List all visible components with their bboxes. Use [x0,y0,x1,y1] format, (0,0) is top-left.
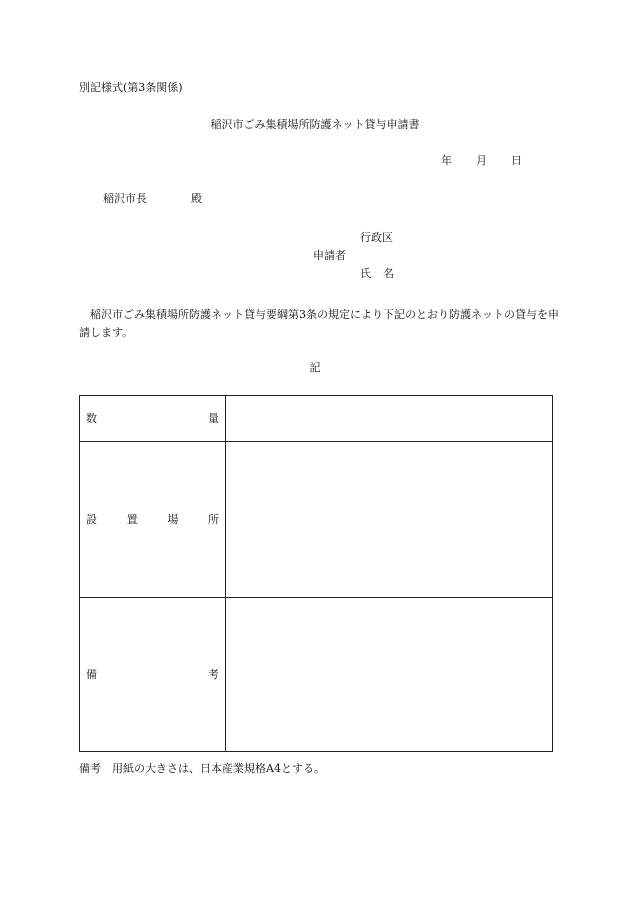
table-label-char: 設 [86,513,97,526]
name-label [360,268,394,279]
table-label-char: 量 [208,412,219,425]
table-label-char: 場 [167,513,179,526]
table-row-quantity [80,396,552,441]
table-label-char: 考 [208,668,219,681]
document-title: 稲沢市ごみ集積場所防護ネット貸与申請書 [210,118,420,131]
table-label-cell [80,598,226,751]
footnote-label: 備考 [79,762,101,775]
body-text [79,306,559,342]
body-text-content: 稲沢市ごみ集積場所防護ネット貸与要綱第3条の規定により下記のとおり防護ネットの貸与を申請します。 [79,308,559,339]
table-label-char: 数 [86,412,97,425]
date-day-label: 日 [511,154,522,167]
table-label-char: 置 [126,513,138,526]
footnote-text: 用紙の大きさは、日本産業規格A4とする。 [112,762,325,775]
district-label: 行政区 [360,231,393,244]
name-label-char: 名 [383,267,394,280]
footnote [79,763,325,774]
table-label-char: 備 [86,668,97,681]
table-label-cell [80,442,226,597]
date-line [441,155,522,166]
details-table [79,395,553,752]
location-value-cell[interactable] [226,442,552,597]
remarks-value-cell[interactable] [226,598,552,751]
addressee [103,193,202,204]
addressee-name: 稲沢市長 [103,192,147,205]
date-year-label: 年 [441,154,452,167]
form-reference: 別記様式(第3条関係) [79,81,183,94]
date-month-label: 月 [476,154,487,167]
ki-heading: 記 [309,361,321,374]
table-label-cell [80,396,226,441]
applicant-label: 申請者 [313,249,346,262]
quantity-value-cell[interactable] [226,396,552,441]
table-row-remarks [80,597,552,751]
table-label-char: 所 [207,513,219,526]
name-label-char: 氏 [360,267,371,280]
addressee-honorific: 殿 [191,192,202,205]
table-row-location [80,441,552,597]
